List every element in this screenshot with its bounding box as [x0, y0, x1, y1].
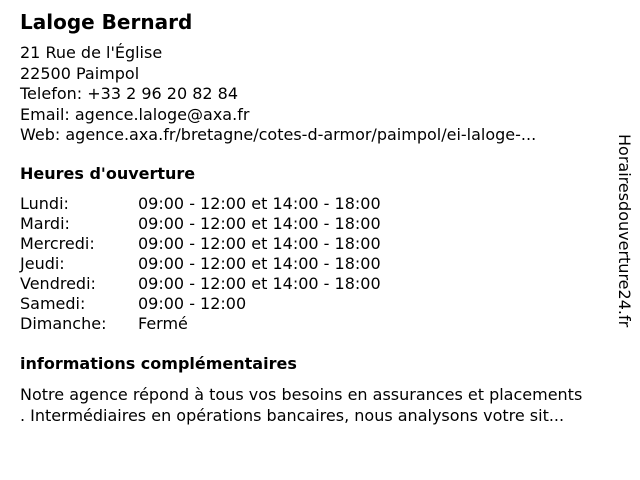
info-text — [20, 384, 582, 426]
email-text: Email: agence.laloge@axa.fr — [20, 104, 250, 124]
day-label: Mercredi: — [20, 234, 95, 253]
day-label: Mardi: — [20, 214, 70, 233]
hours-row-friday — [20, 274, 381, 294]
address-line-2: 22500 Paimpol — [20, 63, 140, 83]
hours-row-saturday — [20, 294, 381, 314]
hours-row-thursday — [20, 254, 381, 274]
day-label: Lundi: — [20, 194, 69, 213]
day-time: 09:00 - 12:00 et 14:00 - 18:00 — [138, 274, 381, 293]
business-name: Laloge Bernard — [20, 10, 193, 34]
hours-row-tuesday — [20, 214, 381, 234]
address-line-1: 21 Rue de l'Église — [20, 43, 163, 62]
phone-text: Telefon: +33 2 96 20 82 84 — [20, 84, 239, 103]
web-text: Web: agence.axa.fr/bretagne/cotes-d-armor/paimpol/ei-laloge-... — [20, 125, 537, 144]
info-heading: informations complémentaires — [20, 354, 297, 373]
day-time: 09:00 - 12:00 et 14:00 - 18:00 — [138, 214, 381, 233]
hours-row-wednesday — [20, 234, 381, 254]
day-label: Vendredi: — [20, 274, 96, 293]
info-line-2: . Intermédiaires en opérations bancaires, nous analysons votre sit... — [20, 406, 565, 425]
day-time: 09:00 - 12:00 et 14:00 - 18:00 — [138, 254, 381, 273]
hours-heading: Heures d'ouverture — [20, 164, 196, 183]
day-time: Fermé — [138, 314, 188, 333]
hours-row-sunday — [20, 314, 381, 334]
day-label: Dimanche: — [20, 314, 107, 333]
day-time: 09:00 - 12:00 et 14:00 - 18:00 — [138, 194, 381, 213]
contact-block — [20, 43, 536, 146]
watermark-text: Horairesdouverture24.fr — [615, 134, 634, 328]
day-time: 09:00 - 12:00 et 14:00 - 18:00 — [138, 234, 381, 253]
site-watermark — [612, 134, 636, 344]
hours-row-monday — [20, 194, 381, 214]
day-time: 09:00 - 12:00 — [138, 294, 247, 313]
day-label: Samedi: — [20, 294, 86, 313]
info-line-1: Notre agence répond à tous vos besoins en assurances et placements — [20, 385, 583, 404]
day-label: Jeudi: — [20, 254, 65, 273]
hours-table — [20, 194, 381, 334]
